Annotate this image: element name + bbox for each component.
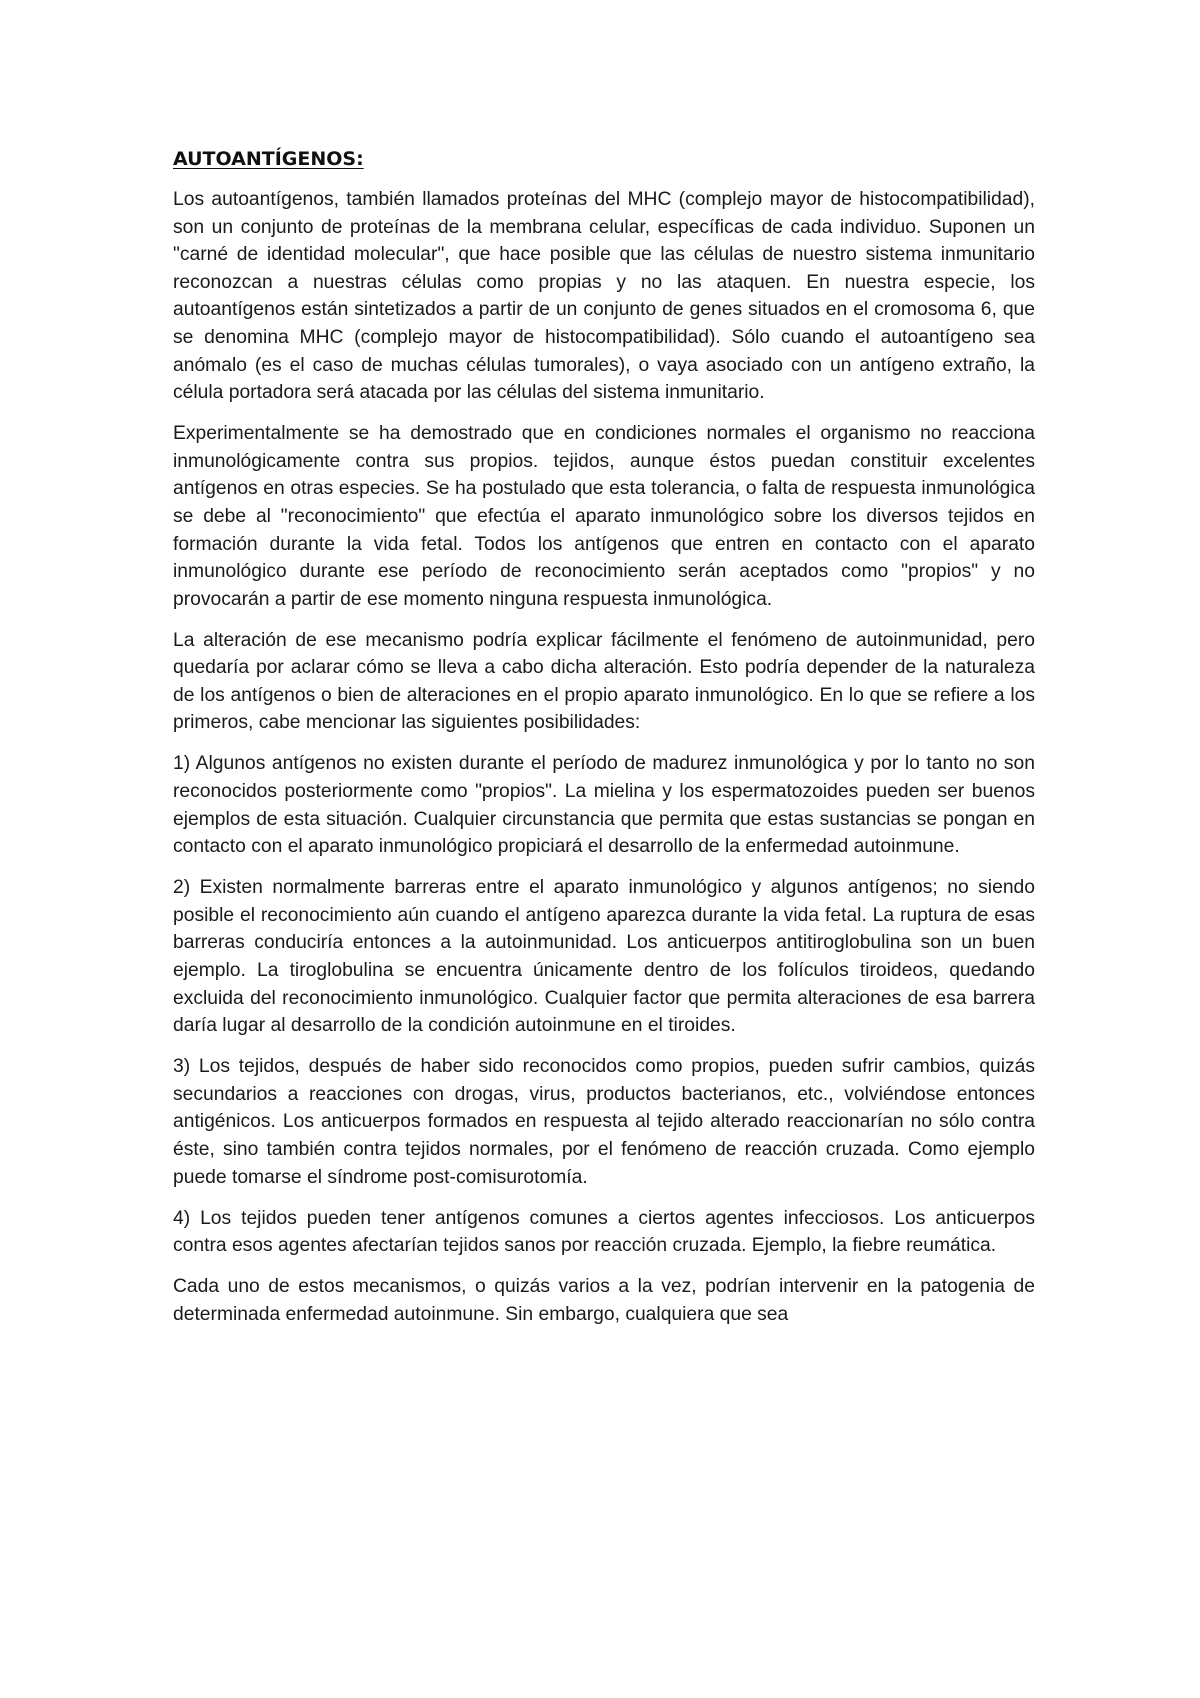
paragraph-autoantigenos-intro: Los autoantígenos, también llamados proteínas del MHC (complejo mayor de histocompatibilidad), son un conjunto de proteínas de la membrana celular, específicas de cada individuo. Suponen un "carné de identidad molecular", que hace posible que las células de nuestro sistema inmunitario reconozcan a nuestras células como propias y no las ataquen. En nuestra especie, los autoantígenos están sintetizados a partir de un conjunto de genes situados en el cromosoma 6, que se denomina MHC (complejo mayor de histocompatibilidad). Sólo cuando el autoantígeno sea anómalo (es el caso de muchas células tumorales), o vaya asociado con un antígeno extraño, la célula portadora será atacada por las células del sistema inmunitario. <box>173 189 1035 404</box>
section-heading: AUTOANTÍGENOS: <box>173 148 364 170</box>
paragraph-possibility-1: 1) Algunos antígenos no existen durante el período de madurez inmunológica y por lo tanto no son reconocidos posteriormente como "propios". La mielina y los espermatozoides pueden ser buenos ejemplos de esta situación. Cualquier circunstancia que permita que estas sustancias se pongan en contacto con el aparato inmunológico propiciará el desarrollo de la enfermedad autoinmune. <box>173 753 1035 858</box>
paragraph-possibility-2: 2) Existen normalmente barreras entre el aparato inmunológico y algunos antígenos; no siendo posible el reconocimiento aún cuando el antígeno aparezca durante la vida fetal. La ruptura de esas barreras conduciría entonces a la autoinmunidad. Los anticuerpos antitiroglobulina son un buen ejemplo. La tiroglobulina se encuentra únicamente dentro de los folículos tiroideos, quedando excluida del reconocimiento inmunológico. Cualquier factor que permita alteraciones de esa barrera daría lugar al desarrollo de la condición autoinmune en el tiroides. <box>173 877 1035 1037</box>
paragraph-possibility-3: 3) Los tejidos, después de haber sido reconocidos como propios, pueden sufrir cambios, quizás secundarios a reacciones con drogas, virus, productos bacterianos, etc., volviéndose entonces antigénicos. Los anticuerpos formados en respuesta al tejido alterado reaccionarían no sólo contra éste, sino también contra tejidos normales, por el fenómeno de reacción cruzada. Como ejemplo puede tomarse el síndrome post-comisurotomía. <box>173 1056 1035 1188</box>
paragraph-conclusion: Cada uno de estos mecanismos, o quizás varios a la vez, podrían intervenir en la patogenia de determinada enfermedad autoinmune. Sin embargo, cualquiera que sea <box>173 1276 1035 1325</box>
paragraph-possibility-4: 4) Los tejidos pueden tener antígenos comunes a ciertos agentes infecciosos. Los anticuerpos contra esos agentes afectarían tejidos sanos por reacción cruzada. Ejemplo, la fiebre reumática. <box>173 1207 1035 1257</box>
paragraph-experimental-tolerance: Experimentalmente se ha demostrado que en condiciones normales el organismo no reacciona inmunológicamente contra sus propios. tejidos, aunque éstos puedan constituir excelentes antígenos en otras especies. Se ha postulado que esta tolerancia, o falta de respuesta inmunológica se debe al "reconocimiento" que efectúa el aparato inmunológico sobre los diversos tejidos en formación durante la vida fetal. Todos los antígenos que entren en contacto con el aparato inmunológico durante ese período de reconocimiento serán aceptados como "propios" y no provocarán a partir de ese momento ninguna respuesta inmunológica. <box>173 423 1035 610</box>
document-body <box>173 146 1035 1342</box>
paragraph-mechanism-alteration: La alteración de ese mecanismo podría explicar fácilmente el fenómeno de autoinmunidad, pero quedaría por aclarar cómo se lleva a cabo dicha alteración. Esto podría depender de la naturaleza de los antígenos o bien de alteraciones en el propio aparato inmunológico. En lo que se refiere a los primeros, cabe mencionar las siguientes posibilidades: <box>173 629 1035 734</box>
